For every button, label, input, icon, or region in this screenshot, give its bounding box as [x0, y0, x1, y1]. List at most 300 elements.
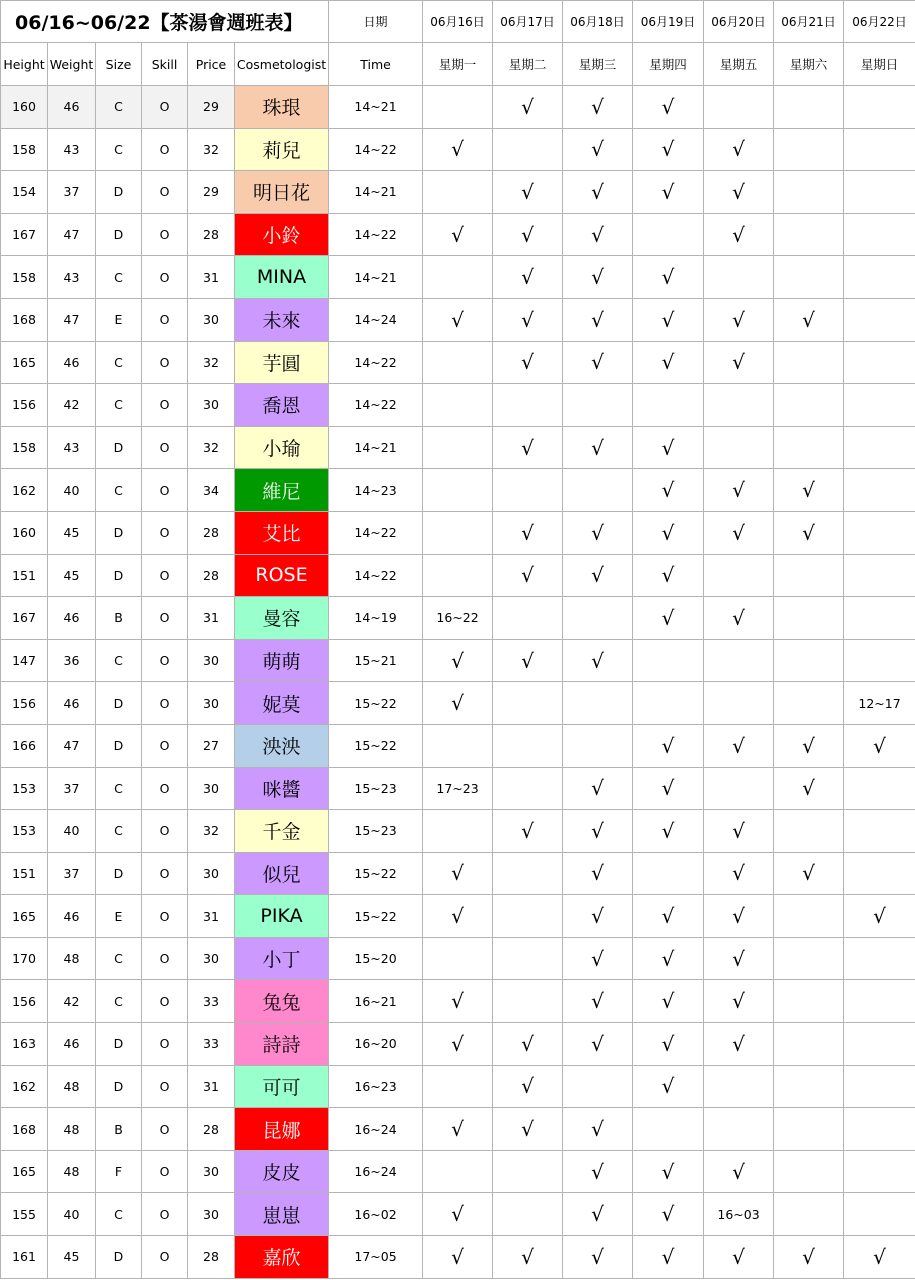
day-cell: [423, 554, 493, 597]
day-cell: [423, 384, 493, 427]
size-cell: D: [96, 171, 142, 214]
day-cell: [493, 469, 563, 512]
day-cell: √: [633, 86, 704, 129]
time-cell: 16~23: [329, 1065, 423, 1108]
time-cell: 16~21: [329, 980, 423, 1023]
table-row: [1, 895, 915, 938]
day-cell: √: [493, 341, 563, 384]
day-cell: √: [563, 767, 633, 810]
day-cell: [844, 554, 915, 597]
skill-cell: O: [142, 1108, 188, 1151]
date-header: 06月20日: [704, 1, 774, 43]
weight-cell: 48: [48, 1065, 96, 1108]
day-cell: √: [844, 1236, 915, 1279]
size-cell: C: [96, 639, 142, 682]
weekday-header: 星期二: [493, 43, 563, 86]
skill-cell: O: [142, 256, 188, 299]
price-cell: 31: [188, 1065, 235, 1108]
day-cell: [844, 171, 915, 214]
price-cell: 33: [188, 1023, 235, 1066]
day-cell: √: [704, 1150, 774, 1193]
size-cell: C: [96, 469, 142, 512]
day-cell: √: [423, 1023, 493, 1066]
time-cell: 14~22: [329, 341, 423, 384]
weight-cell: 42: [48, 384, 96, 427]
time-cell: 15~23: [329, 767, 423, 810]
table-row: [1, 724, 915, 767]
table-row: [1, 86, 915, 129]
height-cell: 158: [1, 256, 48, 299]
day-cell: [774, 384, 844, 427]
day-cell: [633, 639, 704, 682]
day-cell: √: [493, 298, 563, 341]
date-label: 日期: [329, 1, 423, 43]
price-cell: 27: [188, 724, 235, 767]
skill-cell: O: [142, 724, 188, 767]
weight-cell: 42: [48, 980, 96, 1023]
day-cell: [423, 1065, 493, 1108]
time-cell: 16~24: [329, 1108, 423, 1151]
weight-cell: 45: [48, 511, 96, 554]
header-row-dates: [1, 1, 915, 43]
skill-cell: O: [142, 767, 188, 810]
day-cell: √: [633, 597, 704, 640]
size-cell: C: [96, 86, 142, 129]
size-cell: C: [96, 767, 142, 810]
weekday-header: 星期一: [423, 43, 493, 86]
cosmetologist-name: 妮莫: [235, 682, 329, 725]
day-cell: √: [563, 426, 633, 469]
day-cell: √: [633, 171, 704, 214]
table-row: [1, 256, 915, 299]
day-cell: [704, 86, 774, 129]
day-cell: [774, 256, 844, 299]
weight-cell: 48: [48, 1108, 96, 1151]
day-cell: [774, 810, 844, 853]
size-cell: D: [96, 682, 142, 725]
day-cell: [493, 937, 563, 980]
day-cell: [844, 341, 915, 384]
table-row: [1, 426, 915, 469]
time-cell: 14~22: [329, 384, 423, 427]
day-cell: [774, 937, 844, 980]
price-cell: 30: [188, 767, 235, 810]
day-cell: [844, 469, 915, 512]
price-cell: 32: [188, 341, 235, 384]
day-cell: √: [704, 937, 774, 980]
skill-cell: O: [142, 1150, 188, 1193]
skill-cell: O: [142, 895, 188, 938]
price-cell: 33: [188, 980, 235, 1023]
day-cell: √: [563, 980, 633, 1023]
day-cell: 16~03: [704, 1193, 774, 1236]
size-cell: C: [96, 384, 142, 427]
cosmetologist-name: 泱泱: [235, 724, 329, 767]
height-cell: 165: [1, 1150, 48, 1193]
day-cell: [423, 426, 493, 469]
table-row: [1, 1065, 915, 1108]
day-cell: [563, 682, 633, 725]
price-cell: 28: [188, 1236, 235, 1279]
height-cell: 153: [1, 767, 48, 810]
cosmetologist-name: 明日花: [235, 171, 329, 214]
weight-cell: 46: [48, 1023, 96, 1066]
day-cell: [493, 724, 563, 767]
skill-cell: O: [142, 1236, 188, 1279]
height-cell: 163: [1, 1023, 48, 1066]
day-cell: √: [633, 469, 704, 512]
day-cell: √: [704, 597, 774, 640]
date-header: 06月22日: [844, 1, 915, 43]
cosmetologist-name: 莉兒: [235, 128, 329, 171]
day-cell: √: [563, 1108, 633, 1151]
day-cell: [493, 980, 563, 1023]
day-cell: 16~22: [423, 597, 493, 640]
weight-cell: 40: [48, 1193, 96, 1236]
day-cell: √: [493, 171, 563, 214]
date-header: 06月18日: [563, 1, 633, 43]
day-cell: √: [563, 298, 633, 341]
day-cell: [493, 852, 563, 895]
day-cell: √: [563, 1023, 633, 1066]
day-cell: 17~23: [423, 767, 493, 810]
size-cell: C: [96, 937, 142, 980]
size-cell: D: [96, 1023, 142, 1066]
day-cell: √: [633, 298, 704, 341]
table-row: [1, 1023, 915, 1066]
price-cell: 32: [188, 128, 235, 171]
day-cell: [844, 1150, 915, 1193]
day-cell: √: [774, 511, 844, 554]
time-cell: 14~23: [329, 469, 423, 512]
weight-cell: 46: [48, 682, 96, 725]
height-cell: 160: [1, 511, 48, 554]
day-cell: √: [563, 937, 633, 980]
day-cell: [493, 384, 563, 427]
day-cell: √: [493, 810, 563, 853]
day-cell: [704, 384, 774, 427]
day-cell: [563, 724, 633, 767]
cosmetologist-name: 維尼: [235, 469, 329, 512]
day-cell: √: [633, 554, 704, 597]
day-cell: [844, 511, 915, 554]
day-cell: [844, 1108, 915, 1151]
weight-cell: 46: [48, 86, 96, 129]
time-cell: 14~21: [329, 171, 423, 214]
table-row: [1, 298, 915, 341]
day-cell: [493, 1150, 563, 1193]
day-cell: [774, 171, 844, 214]
day-cell: [493, 767, 563, 810]
time-cell: 16~20: [329, 1023, 423, 1066]
cosmetologist-name: 艾比: [235, 511, 329, 554]
day-cell: √: [563, 895, 633, 938]
weekday-header: 星期六: [774, 43, 844, 86]
height-cell: 167: [1, 213, 48, 256]
size-cell: D: [96, 1236, 142, 1279]
day-cell: √: [563, 256, 633, 299]
skill-cell: O: [142, 852, 188, 895]
day-cell: √: [704, 810, 774, 853]
size-cell: D: [96, 511, 142, 554]
weight-cell: 47: [48, 298, 96, 341]
cosmetologist-name: ROSE: [235, 554, 329, 597]
time-cell: 14~22: [329, 511, 423, 554]
table-row: [1, 1236, 915, 1279]
day-cell: √: [563, 852, 633, 895]
day-cell: [774, 895, 844, 938]
table-row: [1, 682, 915, 725]
day-cell: √: [704, 511, 774, 554]
weekday-header: 星期日: [844, 43, 915, 86]
day-cell: √: [493, 554, 563, 597]
table-row: [1, 1108, 915, 1151]
day-cell: [493, 128, 563, 171]
table-row: [1, 1150, 915, 1193]
day-cell: [844, 937, 915, 980]
day-cell: [774, 980, 844, 1023]
day-cell: [774, 341, 844, 384]
weight-cell: 40: [48, 810, 96, 853]
skill-cell: O: [142, 341, 188, 384]
table-row: [1, 171, 915, 214]
day-cell: √: [704, 724, 774, 767]
day-cell: [423, 724, 493, 767]
day-cell: √: [493, 426, 563, 469]
day-cell: √: [563, 171, 633, 214]
day-cell: [844, 852, 915, 895]
day-cell: √: [493, 1023, 563, 1066]
cosmetologist-name: 咪醬: [235, 767, 329, 810]
day-cell: [844, 639, 915, 682]
time-cell: 14~22: [329, 554, 423, 597]
cosmetologist-name: 萌萌: [235, 639, 329, 682]
day-cell: √: [704, 298, 774, 341]
day-cell: √: [423, 298, 493, 341]
price-cell: 32: [188, 426, 235, 469]
height-cell: 156: [1, 980, 48, 1023]
price-cell: 31: [188, 597, 235, 640]
day-cell: [704, 767, 774, 810]
skill-cell: O: [142, 597, 188, 640]
day-cell: [493, 682, 563, 725]
time-cell: 16~02: [329, 1193, 423, 1236]
time-cell: 16~24: [329, 1150, 423, 1193]
cosmetologist-name: 未來: [235, 298, 329, 341]
day-cell: [844, 298, 915, 341]
day-cell: [423, 937, 493, 980]
day-cell: [774, 597, 844, 640]
weekday-header: 星期四: [633, 43, 704, 86]
day-cell: [493, 895, 563, 938]
weekday-header: 星期五: [704, 43, 774, 86]
height-cell: 153: [1, 810, 48, 853]
day-cell: √: [633, 256, 704, 299]
height-cell: 168: [1, 1108, 48, 1151]
column-header-price: Price: [188, 43, 235, 86]
day-cell: √: [633, 1193, 704, 1236]
weight-cell: 43: [48, 128, 96, 171]
height-cell: 156: [1, 682, 48, 725]
skill-cell: O: [142, 639, 188, 682]
day-cell: [704, 682, 774, 725]
cosmetologist-name: 曼容: [235, 597, 329, 640]
day-cell: √: [774, 724, 844, 767]
skill-cell: O: [142, 1023, 188, 1066]
size-cell: E: [96, 298, 142, 341]
day-cell: √: [774, 469, 844, 512]
date-header: 06月21日: [774, 1, 844, 43]
cosmetologist-name: 皮皮: [235, 1150, 329, 1193]
height-cell: 165: [1, 341, 48, 384]
day-cell: √: [493, 86, 563, 129]
time-cell: 14~22: [329, 128, 423, 171]
height-cell: 160: [1, 86, 48, 129]
day-cell: [844, 597, 915, 640]
skill-cell: O: [142, 1065, 188, 1108]
day-cell: √: [423, 1236, 493, 1279]
table-row: [1, 341, 915, 384]
day-cell: √: [423, 980, 493, 1023]
day-cell: √: [774, 852, 844, 895]
day-cell: √: [704, 213, 774, 256]
day-cell: [844, 86, 915, 129]
weight-cell: 46: [48, 341, 96, 384]
price-cell: 28: [188, 213, 235, 256]
table-row: [1, 639, 915, 682]
height-cell: 155: [1, 1193, 48, 1236]
day-cell: √: [563, 554, 633, 597]
day-cell: [633, 682, 704, 725]
day-cell: √: [704, 852, 774, 895]
day-cell: √: [774, 298, 844, 341]
table-row: [1, 852, 915, 895]
day-cell: √: [633, 980, 704, 1023]
size-cell: D: [96, 213, 142, 256]
day-cell: [423, 511, 493, 554]
day-cell: √: [423, 639, 493, 682]
time-cell: 15~22: [329, 682, 423, 725]
time-cell: 14~21: [329, 426, 423, 469]
cosmetologist-name: 兔兔: [235, 980, 329, 1023]
day-cell: √: [844, 895, 915, 938]
skill-cell: O: [142, 682, 188, 725]
size-cell: B: [96, 1108, 142, 1151]
price-cell: 30: [188, 384, 235, 427]
day-cell: √: [704, 469, 774, 512]
skill-cell: O: [142, 426, 188, 469]
price-cell: 28: [188, 1108, 235, 1151]
day-cell: [774, 554, 844, 597]
skill-cell: O: [142, 554, 188, 597]
height-cell: 165: [1, 895, 48, 938]
table-row: [1, 810, 915, 853]
day-cell: [704, 554, 774, 597]
price-cell: 31: [188, 256, 235, 299]
day-cell: √: [563, 1193, 633, 1236]
day-cell: √: [704, 128, 774, 171]
skill-cell: O: [142, 1193, 188, 1236]
cosmetologist-name: 芋圓: [235, 341, 329, 384]
day-cell: √: [704, 895, 774, 938]
price-cell: 30: [188, 682, 235, 725]
day-cell: [844, 767, 915, 810]
height-cell: 156: [1, 384, 48, 427]
skill-cell: O: [142, 511, 188, 554]
column-header-height: Height: [1, 43, 48, 86]
schedule-title: 06/16~06/22【茶湯會週班表】: [1, 1, 329, 43]
column-header-skill: Skill: [142, 43, 188, 86]
skill-cell: O: [142, 86, 188, 129]
day-cell: √: [633, 1236, 704, 1279]
size-cell: D: [96, 554, 142, 597]
day-cell: √: [774, 767, 844, 810]
day-cell: [563, 597, 633, 640]
time-cell: 15~22: [329, 852, 423, 895]
day-cell: √: [633, 937, 704, 980]
time-cell: 17~05: [329, 1236, 423, 1279]
day-cell: √: [493, 1065, 563, 1108]
skill-cell: O: [142, 298, 188, 341]
day-cell: [704, 1065, 774, 1108]
size-cell: C: [96, 1193, 142, 1236]
table-row: [1, 1193, 915, 1236]
skill-cell: O: [142, 980, 188, 1023]
day-cell: √: [493, 213, 563, 256]
cosmetologist-name: 嘉欣: [235, 1236, 329, 1279]
price-cell: 31: [188, 895, 235, 938]
day-cell: √: [633, 426, 704, 469]
height-cell: 162: [1, 469, 48, 512]
day-cell: √: [633, 511, 704, 554]
weight-cell: 36: [48, 639, 96, 682]
day-cell: [774, 1108, 844, 1151]
day-cell: √: [704, 980, 774, 1023]
height-cell: 158: [1, 128, 48, 171]
weight-cell: 47: [48, 213, 96, 256]
skill-cell: O: [142, 384, 188, 427]
weight-cell: 37: [48, 171, 96, 214]
day-cell: [844, 256, 915, 299]
day-cell: √: [423, 852, 493, 895]
day-cell: [774, 1065, 844, 1108]
time-cell: 14~24: [329, 298, 423, 341]
height-cell: 170: [1, 937, 48, 980]
day-cell: [704, 1108, 774, 1151]
day-cell: √: [423, 895, 493, 938]
date-header: 06月17日: [493, 1, 563, 43]
price-cell: 28: [188, 554, 235, 597]
day-cell: [563, 384, 633, 427]
day-cell: [774, 1023, 844, 1066]
price-cell: 29: [188, 86, 235, 129]
table-row: [1, 384, 915, 427]
day-cell: [704, 256, 774, 299]
day-cell: [844, 128, 915, 171]
column-header-time: Time: [329, 43, 423, 86]
price-cell: 29: [188, 171, 235, 214]
size-cell: B: [96, 597, 142, 640]
size-cell: F: [96, 1150, 142, 1193]
table-row: [1, 554, 915, 597]
day-cell: [423, 810, 493, 853]
day-cell: [423, 469, 493, 512]
day-cell: [423, 86, 493, 129]
height-cell: 166: [1, 724, 48, 767]
table-row: [1, 511, 915, 554]
day-cell: [774, 128, 844, 171]
cosmetologist-name: 似兒: [235, 852, 329, 895]
